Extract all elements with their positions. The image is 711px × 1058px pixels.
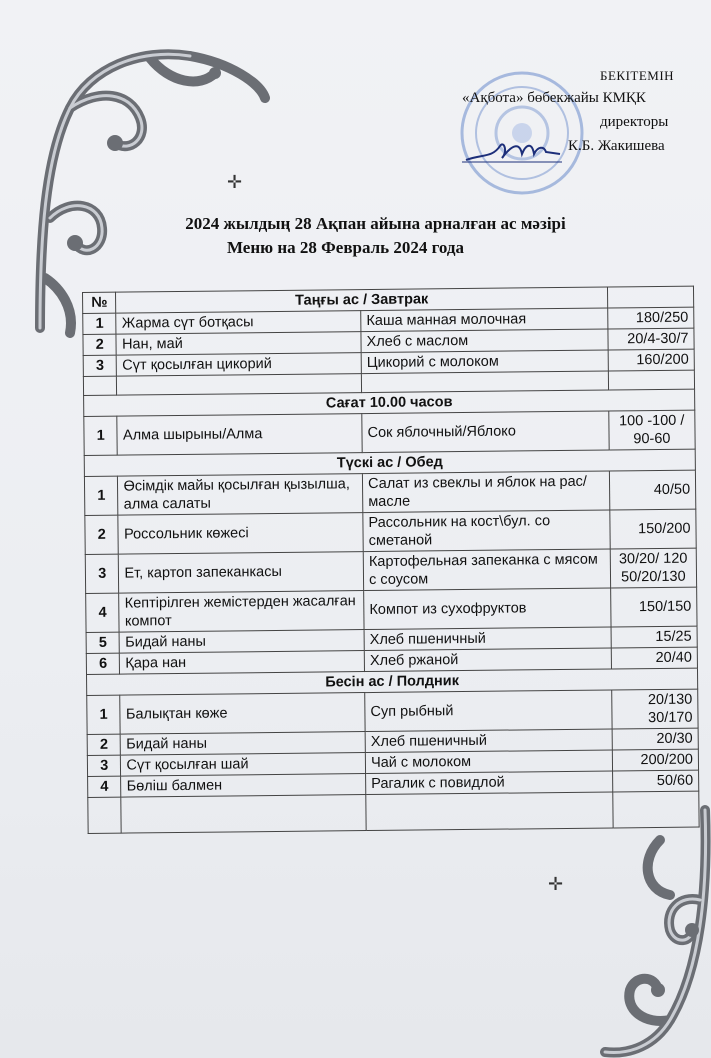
dish-kz: Кептірілген жемістерден жасалған компот [119,591,364,633]
cross-mark-icon: ✛ [548,874,564,894]
dish-ru: Хлеб ржаной [364,648,611,672]
menu-title-ru: Меню на 28 Февраль 2024 года [226,238,465,257]
section-heading-breakfast: Таңғы ас / Завтрак [116,287,607,313]
dish-kz: Сүт қосылған цикорий [117,353,362,377]
table-row [84,410,695,455]
dish-kz: Өсімдік майы қосылған қызылша, алма салаты [118,474,363,516]
row-number: 3 [87,755,121,776]
table-row [84,470,695,515]
portion: 40/50 [609,470,696,510]
row-number: 3 [83,355,117,376]
row-number: 1 [83,313,117,334]
dish-kz: Қара нан [120,651,365,675]
signature-icon [462,132,562,166]
portion: 100 -100 / 90-60 [608,410,695,450]
dish-ru: Чай с молоком [365,750,612,774]
row-number: 1 [84,476,118,515]
dish-ru: Салат из свеклы и яблок на рас/масле [362,471,609,513]
portion: 20/4-30/7 [608,328,695,350]
portion: 15/25 [611,626,698,648]
portion: 20/40 [611,647,698,669]
row-number: 1 [84,416,118,455]
dish-kz: Россольник көжесі [118,513,363,555]
section-heading-snack: Сағат 10.00 часов [84,389,695,416]
menu-table [82,286,700,834]
dish-ru: Рагалик с повидлой [366,771,613,795]
section-heading-lunch: Түскі ас / Обед [84,449,695,476]
row-number: 1 [87,695,121,734]
dish-ru: Компот из сухофруктов [364,588,611,630]
section-heading-afternoon: Бесін ас / Полдник [87,668,698,695]
portion: 160/200 [608,349,695,371]
portion: 20/30 [612,728,699,750]
table-row [85,509,696,554]
approval-heading: БЕКІТЕМІН [600,68,675,83]
portion: 180/250 [607,307,694,329]
dish-ru: Хлеб пшеничный [364,627,611,651]
table-row [85,548,696,593]
portion: 150/200 [610,509,697,549]
dish-ru: Картофельная запеканка с мясом с соусом [363,549,610,591]
dish-ru: Хлеб пшеничный [365,729,612,753]
table-row [86,587,697,632]
menu-title-kz: 2024 жылдың 28 Ақпан айына арналған ас мәзірі [185,214,566,233]
row-number: 2 [85,515,119,554]
row-number: 6 [86,653,120,674]
number-column-header: № [83,292,117,313]
table-row [88,791,699,833]
dish-ru: Сок яблочный/Яблоко [362,411,609,453]
portion: 20/130 30/170 [611,689,698,729]
approval-organization: «Ақбота» бөбекжайы КМҚК [462,90,646,106]
dish-kz: Алма шырыны/Алма [117,414,362,456]
portion: 50/60 [612,770,699,792]
approval-position: директоры [600,114,669,130]
corner-ornament-bottom-right-icon [600,800,711,1058]
approval-director-name: К.Б. Жакишева [568,138,665,154]
dish-kz: Нан, май [116,332,361,356]
dish-ru: Каша манная молочная [361,308,608,332]
dish-kz: Жарма сүт ботқасы [116,311,361,335]
row-number: 4 [88,776,122,797]
dish-ru: Цикорий с молоком [361,350,608,374]
dish-kz: Балықтан көже [120,693,365,735]
row-number: 5 [86,632,120,653]
row-number: 2 [83,334,117,355]
row-number: 2 [87,734,121,755]
dish-ru: Хлеб с маслом [361,329,608,353]
dish-kz: Ет, картоп запеканкасы [119,552,364,594]
table-row [87,689,698,734]
cross-mark-icon: ✛ [227,172,243,192]
dish-ru: Рассольник на кост\бул. со сметаной [363,510,610,552]
dish-kz: Сүт қосылған шай [121,753,366,777]
dish-kz: Бидай наны [121,732,366,756]
portion: 150/150 [610,587,697,627]
portion: 30/20/ 120 50/20/130 [610,548,697,588]
dish-kz: Бидай наны [120,630,365,654]
portion: 200/200 [612,749,699,771]
row-number: 3 [85,554,119,593]
dish-kz: Бөліш балмен [121,774,366,798]
dish-ru: Суп рыбный [365,690,612,732]
row-number: 4 [86,593,120,632]
